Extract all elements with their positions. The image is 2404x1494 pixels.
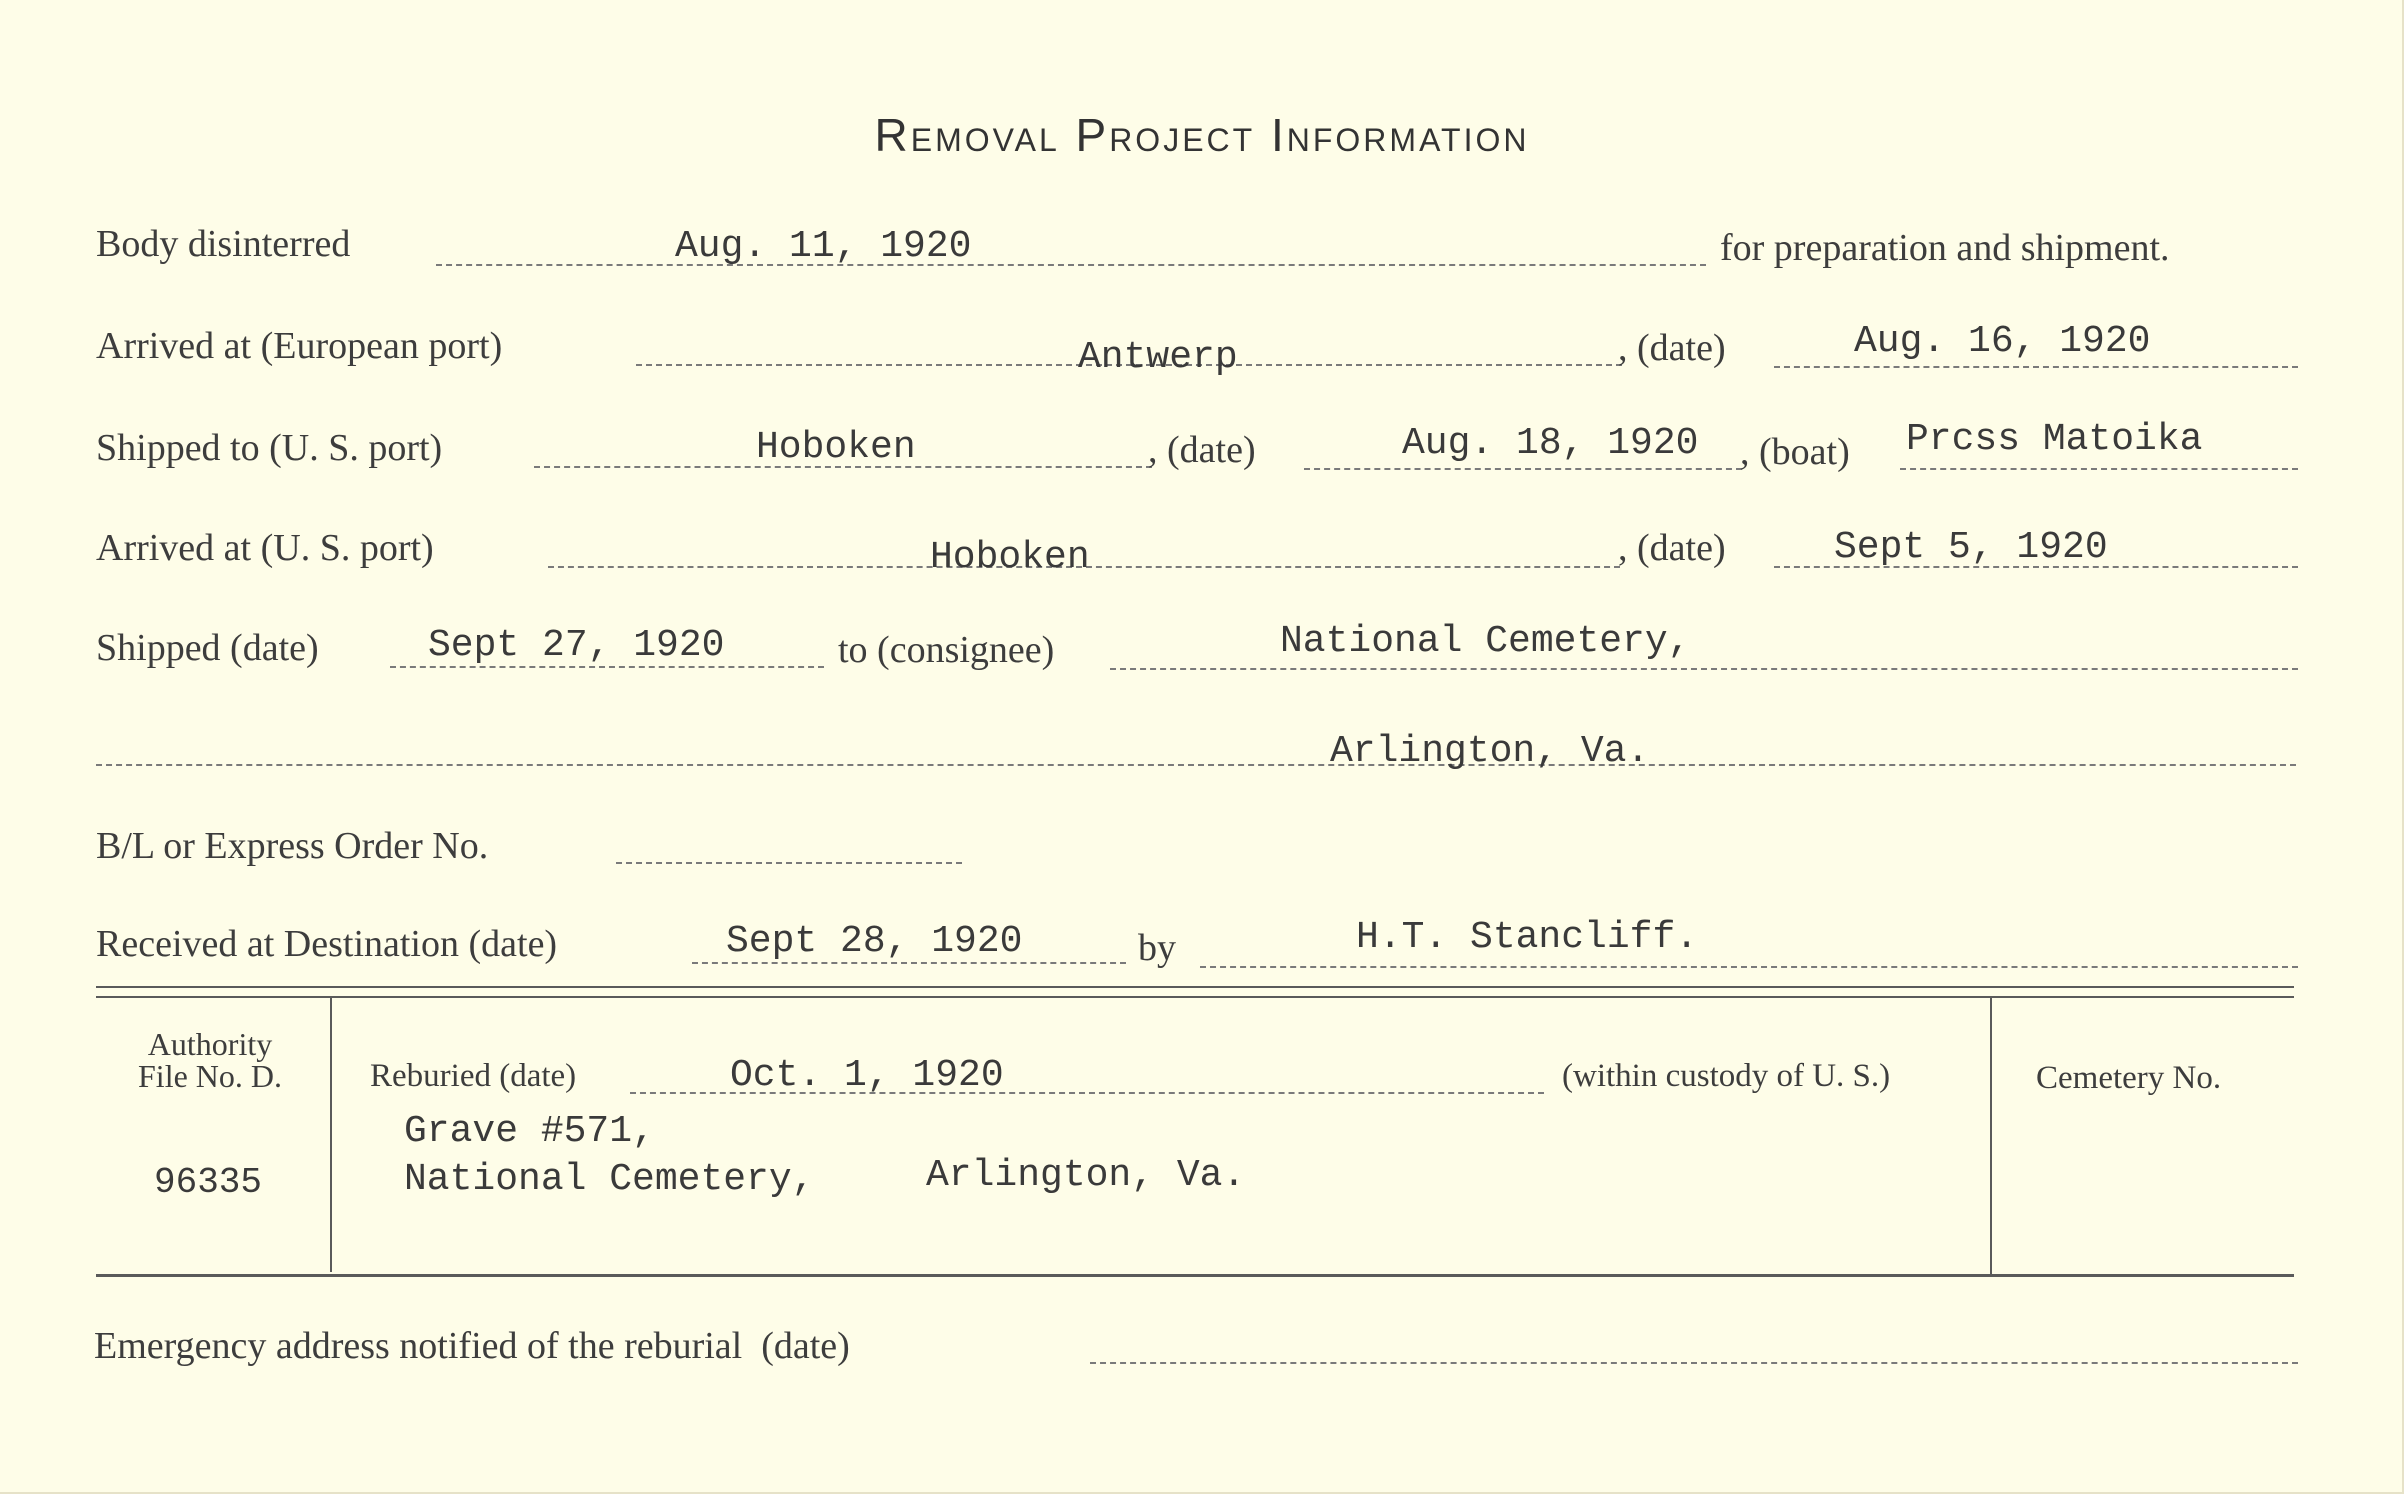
emergency-line xyxy=(1090,1362,2298,1364)
arrived-eu-label: Arrived at (European port) xyxy=(96,325,503,367)
consignee-label: to (consignee) xyxy=(838,629,1055,671)
reburied-date: Oct. 1, 1920 xyxy=(730,1054,1004,1097)
arrived-eu-value: Antwerp xyxy=(1078,336,1238,379)
shipped-us-value: Hoboken xyxy=(756,426,916,469)
shipped-us-date-line xyxy=(1304,468,1742,470)
box-top-rule xyxy=(96,986,2294,988)
received-date: Sept 28, 1920 xyxy=(726,920,1023,963)
consignee-value: National Cemetery, xyxy=(1280,620,1691,663)
authority-label xyxy=(110,1028,310,1092)
reburied-line2: National Cemetery, xyxy=(404,1158,815,1201)
arrived-eu-date-line xyxy=(1774,366,2298,368)
reburied-line2b: Arlington, Va. xyxy=(926,1154,1246,1197)
arrived-us-date-label: , (date) xyxy=(1618,527,1726,569)
consignee-line xyxy=(1110,668,2298,670)
emergency-label: Emergency address notified of the reburial (date) xyxy=(94,1325,850,1367)
box-bottom-rule xyxy=(96,1274,2294,1277)
shipped-us-date: Aug. 18, 1920 xyxy=(1402,422,1699,465)
consignee-value-2: Arlington, Va. xyxy=(1330,730,1650,773)
disinterred-value: Aug. 11, 1920 xyxy=(675,225,972,268)
disinterred-suffix: for preparation and shipment. xyxy=(1720,227,2170,269)
shipped-us-label: Shipped to (U. S. port) xyxy=(96,427,443,469)
bl-label: B/L or Express Order No. xyxy=(96,825,489,867)
shipped-us-boat: Prcss Matoika xyxy=(1906,418,2203,461)
cemetery-no-label: Cemetery No. xyxy=(2036,1060,2222,1096)
box-top-rule-2 xyxy=(96,996,2294,998)
shipped-us-boat-label: , (boat) xyxy=(1740,431,1850,473)
box-divider-right xyxy=(1990,998,1992,1274)
reburied-label: Reburied (date) xyxy=(370,1058,577,1094)
shipped-date: Sept 27, 1920 xyxy=(428,624,725,667)
disinterred-label: Body disinterred xyxy=(96,223,351,265)
shipped-label: Shipped (date) xyxy=(96,627,319,669)
arrived-eu-date-label: , (date) xyxy=(1618,327,1726,369)
consignee-line-2 xyxy=(96,764,2296,766)
arrived-eu-date: Aug. 16, 1920 xyxy=(1854,320,2151,363)
card-title: Removal Project Information xyxy=(874,109,1530,161)
received-by-line xyxy=(1200,966,2298,968)
reburied-line1: Grave #571, xyxy=(404,1110,655,1153)
received-by-label: by xyxy=(1138,927,1176,969)
authority-number: 96335 xyxy=(154,1162,263,1203)
received-label: Received at Destination (date) xyxy=(96,923,558,965)
box-divider-left xyxy=(330,998,332,1272)
authority-label-2: File No. D. xyxy=(138,1058,282,1094)
arrived-us-label: Arrived at (U. S. port) xyxy=(96,527,434,569)
authority-label-1: Authority xyxy=(147,1026,273,1062)
shipped-us-date-label: , (date) xyxy=(1148,429,1256,471)
bl-line xyxy=(616,862,962,864)
arrived-us-date: Sept 5, 1920 xyxy=(1834,526,2108,569)
disinterred-line xyxy=(436,264,1706,266)
shipped-us-boat-line xyxy=(1900,468,2298,470)
arrived-us-value: Hoboken xyxy=(930,536,1090,579)
received-by: H.T. Stancliff. xyxy=(1356,916,1699,959)
reburied-custody: (within custody of U. S.) xyxy=(1562,1058,1891,1094)
